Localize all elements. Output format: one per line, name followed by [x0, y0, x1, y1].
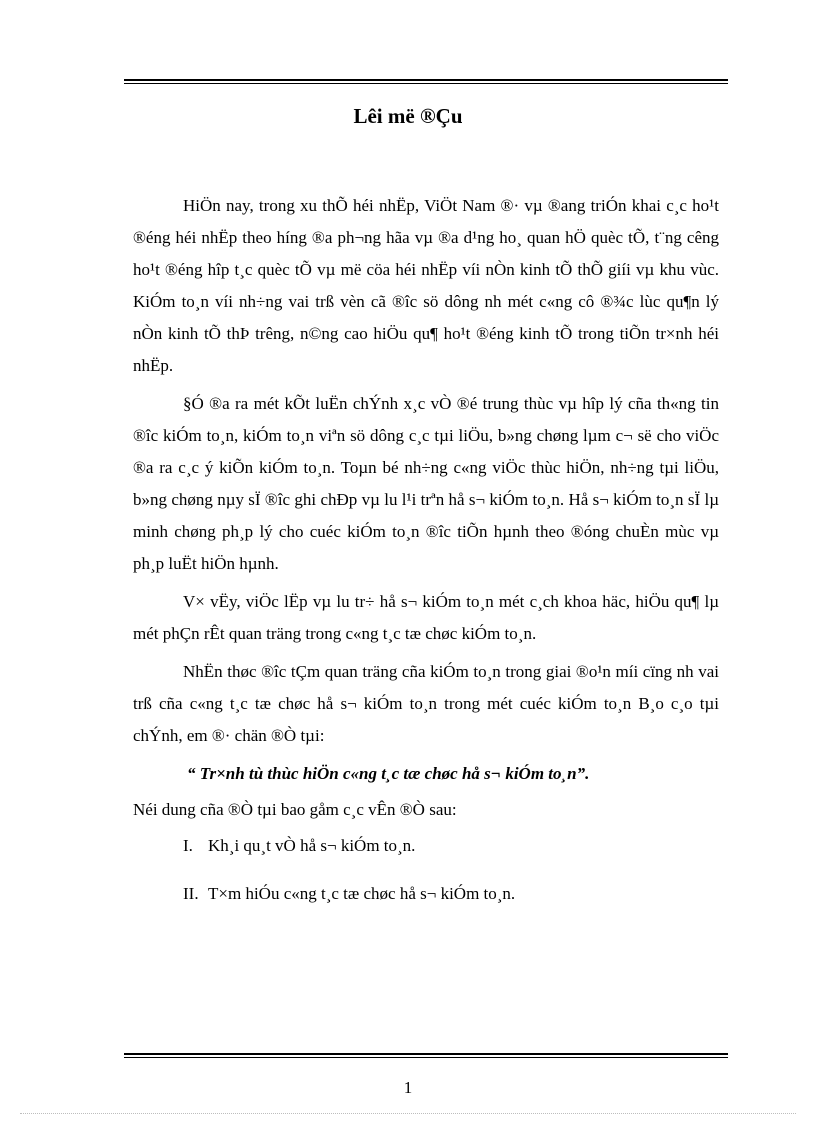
paragraph-4: NhËn thøc ®îc tÇm quan träng cña kiÓm to¸n trong giai ®o¹n míi cïng nh vai trß cña c«ng t¸c tæ chøc hå s¬ kiÓm to¸n trong mét cuéc kiÓm to¸n B¸o c¸o tµi chÝnh, em ®· chän ®Ò tµi: — [133, 662, 719, 745]
list-item-number: I. — [183, 836, 193, 855]
page-title: Lêi më ®Çu — [353, 104, 463, 128]
footer-rule-thick — [124, 1053, 728, 1055]
list-item — [133, 878, 719, 910]
paragraph-2: §Ó ®a ra mét kÕt luËn chÝnh x¸c vÒ ®é trung thùc vµ hîp lý cña th«ng tin ®îc kiÓm to¸n, kiÓm to¸n viªn sö dông c¸c tµi liÖu, b»ng chøng lµm c¬ së cho viÖc ®a ra c¸c ý kiÕn kiÓm to¸n. Toµn bé nh÷ng c«ng viÖc thùc hiÖn, nh÷ng tµi liÖu, b»ng chøng nµy sÏ ®îc ghi chÐp vµ lu l¹i trªn hå s¬ kiÓm to¸n. Hå s¬ kiÓm to¸n sÏ lµ minh chøng ph¸p lý cho cuéc kiÓm to¸n ®îc tiÕn hµnh theo ®óng chuÈn mùc vµ ph¸p luËt hiÖn hµnh. — [133, 394, 719, 573]
page-number: 1 — [403, 1078, 413, 1097]
paragraph-3: V× vËy, viÖc lËp vµ lu tr÷ hå s¬ kiÓm to¸n mét c¸ch khoa häc, hiÖu qu¶ lµ mét phÇn rÊt quan träng trong c«ng t¸c tæ chøc kiÓm to¸n. — [133, 592, 719, 643]
content-intro: Néi dung cña ®Ò tµi bao gåm c¸c vÊn ®Ò sau: — [133, 800, 457, 819]
page-break-dotted-line — [20, 1113, 796, 1114]
document-body — [133, 190, 719, 926]
list-item-number: II. — [183, 884, 199, 903]
list-item — [133, 830, 719, 862]
header-rule-thick — [124, 79, 728, 81]
topic-title: “ Tr×nh tù thùc hiÖn c«ng t¸c tæ chøc hå s¬ kiÓm to¸n”. — [187, 764, 590, 783]
paragraph-1: HiÖn nay, trong xu thÕ héi nhËp, ViÖt Nam ®· vµ ®ang triÓn khai c¸c ho¹t ®éng héi nhËp theo híng ®a ph¬ng hãa vµ ®a d¹ng ho¸ quan hÖ quèc tÕ, t¨ng cêng ho¹t ®éng hîp t¸c quèc tÕ vµ më cöa héi nhËp víi nÒn kinh tÕ thÕ giíi vµ khu vùc. KiÓm to¸n víi nh÷ng vai trß vèn cã ®îc sö dông nh mét c«ng cô ®¾c lùc qu¶n lý nÒn kinh tÕ thÞ trêng, n©ng cao hiÖu qu¶ ho¹t ®éng kinh tÕ trong tiÕn tr×nh héi nhËp. — [133, 196, 719, 375]
list-item-text: Kh¸i qu¸t vÒ hå s¬ kiÓm to¸n. — [208, 836, 416, 855]
list-item-text: T×m hiÓu c«ng t¸c tæ chøc hå s¬ kiÓm to¸n. — [208, 884, 516, 903]
header-rule-thin — [124, 83, 728, 84]
footer-rule-thin — [124, 1057, 728, 1058]
